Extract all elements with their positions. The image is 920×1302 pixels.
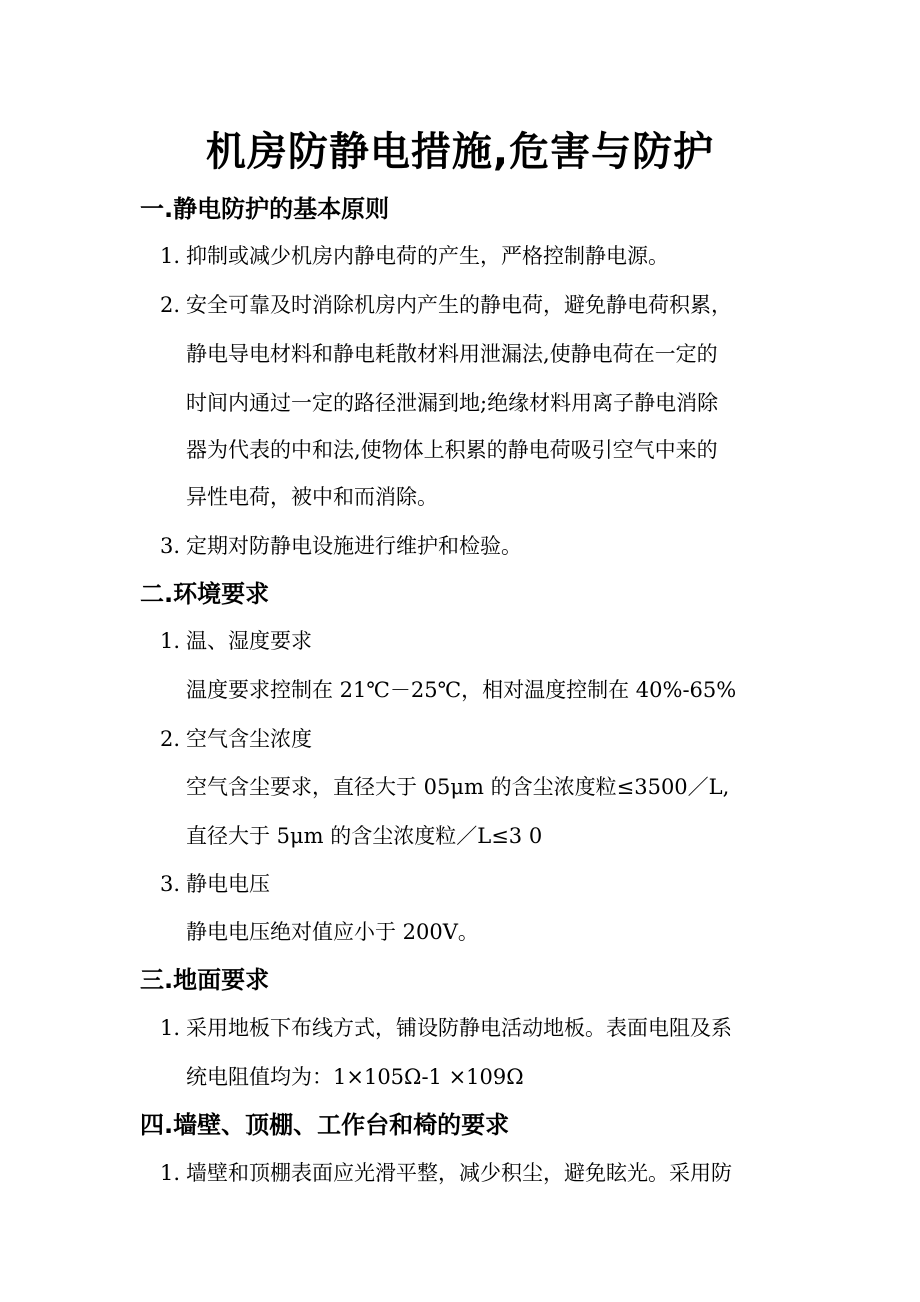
- item-text: 采用地板下布线方式，铺设防静电活动地板。表面电阻及系: [186, 1016, 732, 1040]
- section-heading-1: 一.静电防护的基本原则: [140, 195, 390, 223]
- section-heading-4: 四.墙壁、顶棚、工作台和椅的要求: [140, 1111, 510, 1139]
- item-continuation: 静电导电材料和静电耗散材料用泄漏法,使静电荷在一定的: [186, 342, 718, 366]
- item-continuation: 统电阻值均为：1×105Ω-1 ×109Ω: [186, 1065, 524, 1089]
- item-number: 1.: [160, 629, 181, 653]
- item-text: 墙壁和顶棚表面应光滑平整，减少积尘，避免眩光。采用防: [186, 1161, 732, 1185]
- list-item: [160, 721, 312, 757]
- item-text: 安全可靠及时消除机房内产生的静电荷，避免静电荷积累，: [186, 293, 732, 317]
- item-number: 3.: [160, 872, 181, 896]
- item-number: 1.: [160, 244, 181, 268]
- list-item: [160, 1155, 732, 1191]
- item-text: 温、湿度要求: [186, 629, 312, 653]
- list-item: [160, 623, 312, 659]
- item-number: 1.: [160, 1016, 181, 1040]
- item-continuation: 温度要求控制在 21℃－25℃，相对温度控制在 40%-65%: [186, 678, 737, 702]
- item-number: 3.: [160, 534, 181, 558]
- section-heading-2: 二.环境要求: [140, 580, 270, 608]
- item-text: 静电电压: [186, 872, 270, 896]
- section-heading-3: 三.地面要求: [140, 966, 270, 994]
- item-continuation: 时间内通过一定的路径泄漏到地;绝缘材料用离子静电消除: [186, 391, 719, 415]
- list-item: [160, 866, 270, 902]
- item-number: 2.: [160, 727, 181, 751]
- list-item: [160, 528, 522, 564]
- item-continuation: 异性电荷，被中和而消除。: [186, 485, 438, 509]
- item-continuation: 静电电压绝对值应小于 200V。: [186, 920, 479, 944]
- item-text: 抑制或减少机房内静电荷的产生，严格控制静电源。: [186, 244, 669, 268]
- item-continuation: 空气含尘要求，直径大于 05μm 的含尘浓度粒≤3500／L,: [186, 775, 730, 799]
- page-title: 机房防静电措施,危害与防护: [205, 129, 715, 175]
- list-item: [160, 1010, 732, 1046]
- item-text: 定期对防静电设施进行维护和检验。: [186, 534, 522, 558]
- item-continuation: 直径大于 5μm 的含尘浓度粒／L≤3 0: [186, 824, 543, 848]
- list-item: [160, 238, 669, 274]
- item-continuation: 器为代表的中和法,使物体上积累的静电荷吸引空气中来的: [186, 438, 718, 462]
- item-number: 2.: [160, 293, 181, 317]
- item-text: 空气含尘浓度: [186, 727, 312, 751]
- list-item: [160, 287, 732, 323]
- item-number: 1.: [160, 1161, 181, 1185]
